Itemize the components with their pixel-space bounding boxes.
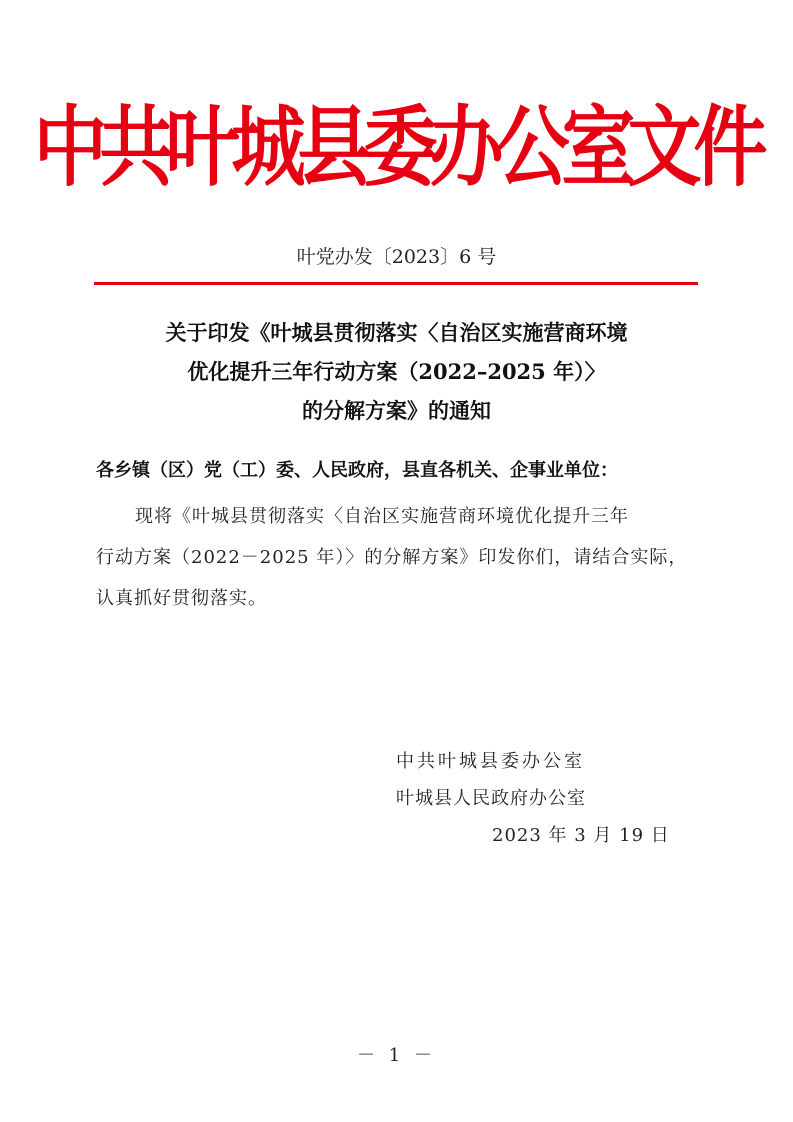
red-divider-line — [94, 282, 698, 285]
signature-block — [396, 743, 670, 854]
addressee: 各乡镇（区）党（工）委、人民政府，县直各机关、企事业单位： — [96, 460, 618, 481]
masthead-title: 中共叶城县委办公室文件 — [33, 97, 760, 199]
title-line-2: 优化提升三年行动方案（2022–2025 年）〉 — [187, 359, 606, 384]
signature-org-party-office: 中共叶城县委办公室 — [396, 751, 585, 772]
page-number: － 1 － — [357, 1045, 436, 1066]
body-line-3: 认真抓好贯彻落实。 — [96, 588, 267, 609]
document-number: 叶党办发〔2023〕6 号 — [296, 246, 497, 268]
body-line-2: 行动方案（2022－2025 年）〉的分解方案》印发你们，请结合实际， — [96, 547, 688, 568]
body-paragraph — [96, 496, 696, 619]
signature-date: 2023 年 3 月 19 日 — [492, 825, 670, 846]
title-line-3: 的分解方案》的通知 — [302, 398, 491, 423]
body-line-1: 现将《叶城县贯彻落实〈自治区实施营商环境优化提升三年 — [135, 506, 629, 527]
title-line-1: 关于印发《叶城县贯彻落实〈自治区实施营商环境 — [165, 320, 628, 345]
document-title — [80, 313, 713, 430]
signature-org-government-office: 叶城县人民政府办公室 — [396, 788, 586, 809]
